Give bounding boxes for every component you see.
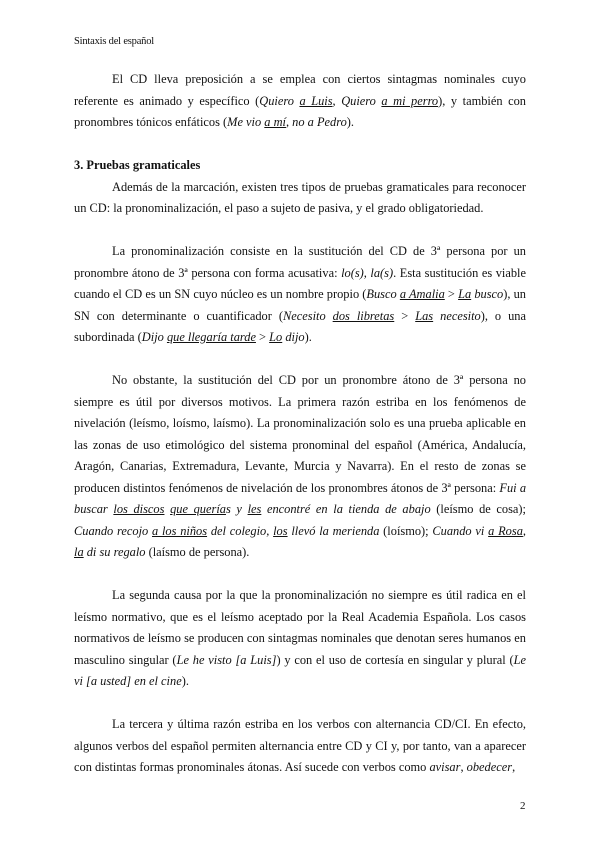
text-run: ), y también con pronombres tónicos enfáticos (: [74, 93, 526, 129]
text-run: La pronominalización consiste en la sustitución del CD de 3ª persona por un pronombre átono de 3ª persona con forma acusativa:: [74, 244, 526, 280]
paragraph-pronominalization: [74, 241, 526, 349]
example-underlined: a mi perro: [381, 93, 439, 108]
page-number: 2: [520, 800, 526, 812]
example: Le he visto [a Luis]: [176, 652, 277, 667]
example-underlined: La: [458, 287, 472, 301]
text-run: ).: [304, 330, 312, 344]
text-run: . Esta sustitución es viable cuando el CD es un SN cuyo núcleo es un nombre propio (: [74, 265, 526, 301]
running-header: Sintaxis del español: [74, 36, 154, 47]
example: Dijo: [141, 330, 164, 344]
example: busco: [471, 287, 504, 301]
text-run: ), o una subordinada (: [74, 308, 526, 344]
example: ,: [522, 523, 527, 538]
example: Le vi [a usted] en el cine: [74, 652, 527, 688]
paragraph-leveling: [74, 370, 526, 564]
text-run: No obstante, la sustitución del CD por un pronombre átono de 3ª persona no siempre es útil por diversos motivos. La primera razón estriba en los fenómenos de nivelación (leísmo, loísmo, laísmo). La pronominalización solo es una prueba aplicable en las zonas de uso etimológico del sistema pronominal del español (América, Andalucía, Aragón, Canarias, Extremadura, Levante, Murcia y Navarra). En el resto de zonas se producen distintos fenómenos de nivelación de los pronombres átonos de 3ª persona:: [74, 373, 526, 495]
example: , no a Pedro: [285, 115, 347, 129]
example: Cuando recojo: [74, 523, 149, 538]
text-run: ,: [512, 760, 516, 774]
text-run: ,: [332, 93, 342, 108]
paragraph-cd-ci-alternation: [74, 714, 526, 779]
example: Necesito: [283, 308, 326, 323]
example: Quiero: [259, 93, 294, 108]
example-underlined: a Rosa: [488, 523, 523, 538]
paragraph-cd-preposition: [74, 69, 526, 134]
example: s y: [225, 502, 242, 516]
example: Me vio: [227, 115, 262, 129]
text-run: La tercera y última razón estriba en los verbos con alternancia CD/CI. En efecto, algunos verbos del español permiten alternancia entre CD y CI y, por tanto, van a aparecer con distintas formas pronominales átonas. Así sucede con verbos como: [74, 717, 526, 774]
example: llevó la merienda: [287, 523, 380, 538]
section-title: 3. Pruebas gramaticales: [74, 158, 201, 172]
example-underlined: Lo: [269, 330, 283, 344]
paragraph-normative-leismo: [74, 585, 526, 693]
example: necesito: [433, 308, 481, 323]
example-underlined: a los niños: [152, 523, 208, 538]
example: Fui a buscar: [74, 480, 527, 516]
example: avisar: [429, 760, 461, 774]
example-underlined: los: [273, 523, 288, 538]
example-underlined: a Luis: [299, 93, 333, 108]
text-run: ,: [460, 760, 467, 774]
example-underlined: a mí: [264, 115, 286, 129]
example-underlined: los discos: [113, 502, 165, 516]
page-body: [74, 69, 526, 779]
example-underlined: Las: [415, 308, 434, 323]
text-run: La segunda causa por la que la pronominalización no siempre es útil radica en el leísmo normativo, que es el leísmo aceptado por la Real Academia Española. Los casos normativos de leísmo se producen con sintagmas nominales que denotan seres humanos en masculino singular (: [74, 588, 526, 667]
text-run: (loísmo);: [379, 523, 433, 538]
text-run: (laísmo de persona).: [145, 545, 250, 559]
example: encontré en la tienda de abajo: [261, 502, 431, 516]
example: Quiero: [341, 93, 376, 108]
example-underlined: a Amalia: [399, 287, 445, 301]
text-run: ), un SN con determinante o cuantificador (: [74, 287, 526, 323]
text-run: ) y con el uso de cortesía en singular y plural (: [276, 652, 514, 667]
text-run: El CD lleva preposición a se emplea con ciertos sintagmas nominales cuyo referente es animado y específico (: [74, 72, 526, 108]
example: Busco: [366, 287, 397, 301]
text-run: ).: [346, 115, 355, 129]
example-underlined: que quería: [170, 502, 226, 516]
text-run: (leísmo de cosa);: [430, 502, 526, 516]
example: del colegio,: [207, 523, 274, 538]
example: lo(s), la(s): [341, 265, 394, 280]
text-run: ).: [181, 674, 189, 688]
example-underlined: dos libretas: [332, 308, 395, 323]
example: di su regalo: [83, 545, 146, 559]
example-underlined: que llegaría tarde: [166, 330, 256, 344]
example-underlined: les: [247, 502, 262, 516]
example: dijo: [282, 330, 305, 344]
text-run: >: [255, 330, 270, 344]
paragraph-intro-tests: Además de la marcación, existen tres tipos de pruebas gramaticales para reconocer un CD: la pronominalización, el paso a sujeto de pasiva, y el grado obligatoriedad.: [74, 179, 526, 215]
example-underlined: la: [74, 545, 84, 559]
example: Cuando vi: [432, 523, 485, 538]
text-run: >: [444, 287, 459, 301]
text-run: >: [394, 308, 416, 323]
example: obedecer: [466, 760, 513, 774]
